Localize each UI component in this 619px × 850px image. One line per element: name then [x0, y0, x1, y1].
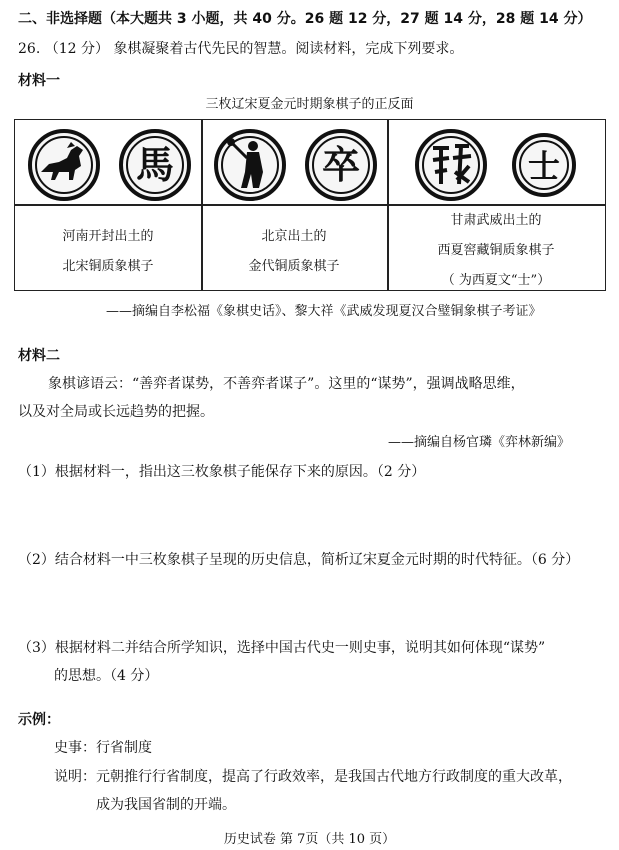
piece3-back-char: 士 [527, 147, 561, 185]
explain-text: 元朝推行行省制度，提高了行政效率，是我国古代地方行政制度的重大改革， [96, 769, 572, 785]
question-1: （1）根据材料一，指出这三枚象棋子能保存下来的原因。（2 分） [18, 464, 426, 480]
tangut-character-icon [417, 131, 485, 199]
event-value: 行省制度 [96, 740, 152, 756]
piece2-back-coin [307, 131, 375, 199]
example-explain-line1 [54, 766, 572, 786]
material2-text-line1: 象棋谚语云：“善弈者谋势，不善弈者谋子”。这里的“谋势”，强调战略思维， [48, 376, 525, 392]
piece1-back-char: 馬 [135, 142, 175, 187]
piece1-back-coin [121, 131, 189, 199]
foot-soldier-icon [216, 131, 284, 199]
page-footer: 历史试卷 第 7页（共 10 页） [223, 832, 396, 847]
event-label: 史事： [54, 740, 96, 756]
question-3-line2: 的思想。（4 分） [54, 668, 159, 684]
piece2-caption: 北京出土的 金代铜质象棋子 [248, 229, 340, 274]
piece1-images [27, 128, 197, 202]
example-explain-line2: 成为我国省制的开端。 [96, 797, 236, 813]
question-prompt: 象棋凝聚着古代先民的智慧。阅读材料，完成下列要求。 [113, 41, 464, 57]
example-event [54, 737, 152, 757]
material1-source: ——摘编自李松福《象棋史话》、黎大祥《武威发现夏汉合璧铜象棋子考证》 [106, 304, 542, 319]
piece1-caption: 河南开封出土的 北宋铜质象棋子 [62, 229, 154, 274]
piece2-images [213, 128, 383, 202]
question-3-line1: （3）根据材料二并结合所学知识，选择中国古代史一则史事，说明其如何体现“谋势” [18, 640, 546, 656]
material2-source: ——摘编自杨官璘《弈林新编》 [388, 435, 571, 450]
example-label: 示例： [18, 712, 60, 728]
horse-rider-icon [30, 131, 98, 199]
chess-piece-table [14, 119, 606, 291]
piece3-images [399, 128, 599, 202]
piece2-back-char: 卒 [321, 142, 361, 187]
explain-label: 说明： [54, 769, 96, 785]
question-2: （2）结合材料一中三枚象棋子呈现的历史信息，简析辽宋夏金元时期的时代特征。（6 分） [18, 552, 580, 568]
question-points: （12 分） [44, 41, 109, 57]
section-title: 二、非选择题（本大题共 3 小题，共 40 分。26 题 12 分，27 题 14 分，28 题 14 分） [18, 11, 592, 27]
question-number: 26. [18, 41, 41, 57]
material2-text-line2: 以及对全局或长远趋势的把握。 [18, 404, 214, 420]
material2-label: 材料二 [18, 348, 60, 364]
piece3-caption: 甘肃武威出土的 西夏窖藏铜质象棋子 （ 为西夏文“士”） [437, 213, 555, 288]
material1-caption: 三枚辽宋夏金元时期象棋子的正反面 [205, 97, 414, 112]
material1-label: 材料一 [18, 73, 60, 89]
question-header [18, 38, 463, 58]
piece3-back-coin [514, 135, 574, 195]
